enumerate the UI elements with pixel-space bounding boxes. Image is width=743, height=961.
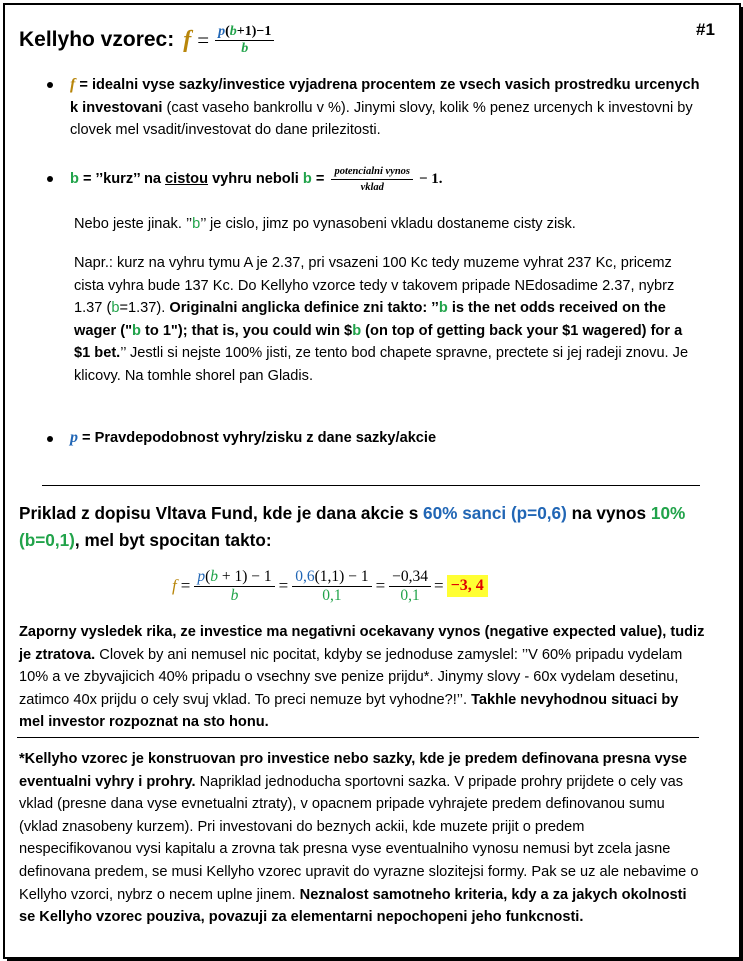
footnote-paragraph: *Kellyho vzorec je konstruovan pro investice nebo sazky, kde je predem definovana presna vyse eventualni vyhry i prohry. Napriklad jednoducha sportovni sazka. V pripade prohry prijdete o cely vas vklad (presne dana vyse evnetualni ztraty), v opacnem pripade vyhrajete predem definovanou sumu (vklad znasobeny kurzem). Pri investovani do beznych ackii, kde muzete prijit o predem nespecifikovanou vysi kapitalu a zrovna tak presna vyse eventualniho vynosu nemusi byt zcela jasne definovana predem, se musi Kellyho vzorec upravit do vyrazne slozitejsi formy. Pak se uz ale nebavime o Kellyho vzorci, nybrz o necem uplne jinem. Neznalost samotneho kriteria, kdy a za jakych okolnosti se Kellyho vzorec pouziva, povazuji za elementarni nepochopeni jeho funkcnosti. xyxy=(19,751,699,926)
formula-fraction-2: $\frac{0,6(1,1) - 1}{0,1}$ xyxy=(292,568,371,605)
item-b: b = ’’kurz’’ na cistou vyhru neboli b = $\frac{\text{potencialni vynos}}{\text{vklad}}$ − 1. xyxy=(70,165,443,193)
page-title xyxy=(19,18,274,62)
bullet-p xyxy=(47,436,53,442)
example-heading: Priklad z dopisu Vltava Fund, kde je dana akcie s 60% sanci (p=0,6) na vynos 10% (b=0,1), mel byt spocitan takto: xyxy=(19,503,686,550)
title-equals: = xyxy=(197,27,210,52)
bullet-b xyxy=(47,176,53,182)
item-f: f = idealni vyse sazky/investice vyjadrena procentem ze vsech vasich prostredku urcenych k investovani (cast vaseho bankrollu v %). Jinymi slovy, kolik % penez urcenych k investovni by clovek mel vsadit/investovat do dane prilezitosti. xyxy=(70,76,700,139)
formula-fraction-1: $\frac{p(b + 1) - 1}{b}$ xyxy=(194,568,274,605)
title-text: Kellyho vzorec: xyxy=(19,28,175,51)
formula-result: −3, 4 xyxy=(447,575,488,597)
b-symbol: b xyxy=(70,170,79,187)
item-p: p = Pravdepodobnost vyhry/zisku z dane sazky/akcie xyxy=(70,429,437,446)
divider-1 xyxy=(42,485,700,486)
b-paragraph-2: Napr.: kurz na vyhru tymu A je 2.37, pri vsazeni 100 Kc tedy muzeme vyhrat 237 Kc, pricemz cista vyhra bude 137 Kc. Do Kellyho vzorce tedy v takovem pripade NEdosadime 2.37, nybrz 1.37 (b=1.37). Originalni anglicka definice zni takto: ’’b is the net odds received on the wager ("b to 1"); that is, you could win $b (on top of getting back your $1 wagered) for a $1 bet.’’ Jestli si nejste 100% jisti, ze tento bod chapete spravne, prectete si jej radeji znovu. Je klicovy. Na tomhle shorel pan Gladis. xyxy=(74,255,689,384)
divider-2 xyxy=(17,737,699,738)
f-symbol: f xyxy=(70,76,76,93)
title-fraction: $\frac{p(b+1)-1}{b}$ xyxy=(215,24,274,57)
b-definition-fraction: $\frac{\text{potencialni vynos}}{\text{vklad}}$ xyxy=(331,164,413,195)
kelly-calculation: f = $\frac{p(b + 1) - 1}{b}$ = $\frac{0,6(1,1) - 1}{0,1}$ = $\frac{-0,34}{0,1}$ = −3, 4 xyxy=(172,560,488,612)
bullet-f xyxy=(47,82,53,88)
conclusion-paragraph: Zaporny vysledek rika, ze investice ma negativni ocekavany vynos (negative expected value), tudiz je ztratova. Clovek by ani nemusel nic pocitat, kdyby se jednoduse zamyslel: ’’V 60% pripadu vydelam 10% a ve zbyvajicich 40% pripadu o vsechny sve penize prijdu*. Jinymy slovy - 60x vydelam desetinu, zatimco 40x prijdu o cely svuj vklad. To preci nemuze byt vyhodne?!’’. Takhle nevyhodnou situaci by mel investor rozpoznat na sto honu. xyxy=(19,624,705,731)
p-symbol: p xyxy=(70,429,78,446)
formula-fraction-3: $\frac{-0,34}{0,1}$ xyxy=(389,568,431,605)
b-paragraph-1: Nebo jeste jinak. ’’b’’ je cislo, jimz po vynasobeni vkladu dostaneme cisty zisk. xyxy=(74,216,576,232)
formula-f: f xyxy=(172,576,177,595)
page-number: #1 xyxy=(696,20,715,39)
title-f-symbol: f xyxy=(183,26,192,53)
